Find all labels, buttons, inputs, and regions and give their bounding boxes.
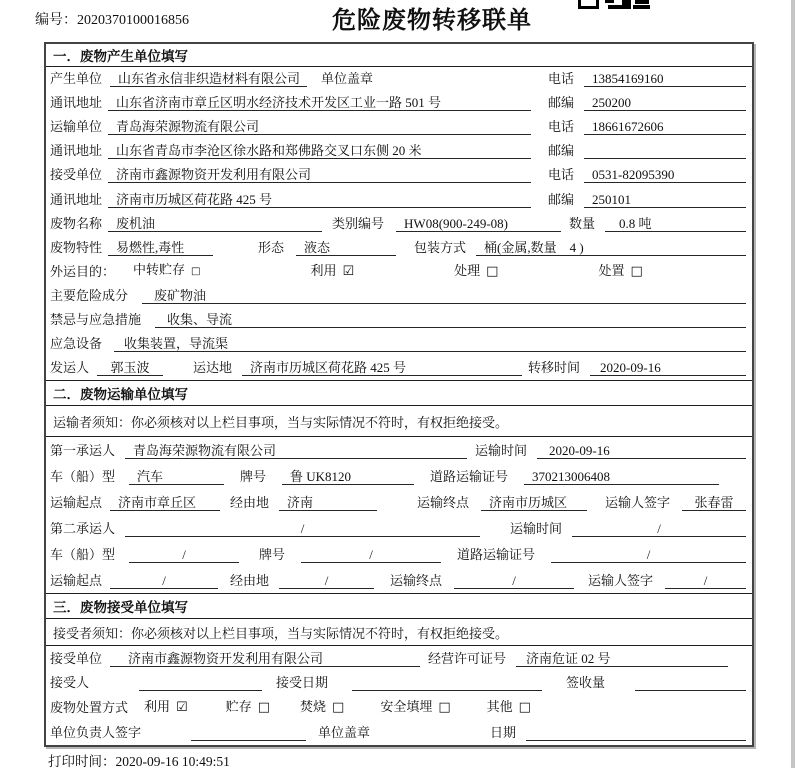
waste-props-label: 废物特性	[50, 239, 103, 255]
checkbox-icon: □	[630, 263, 643, 279]
waste-props-value: 易燃性,毒性	[108, 240, 213, 256]
unit-seal-label: 单位盖章	[321, 71, 374, 87]
row-carrier1-route	[46, 489, 752, 515]
destination-label: 运达地	[193, 360, 233, 376]
receiver-label: 接受单位	[50, 167, 103, 183]
plate2-value: /	[301, 547, 441, 563]
page-title: 危险废物转移联单	[332, 7, 532, 34]
checkbox-label: 利用	[310, 262, 337, 278]
checkbox-other	[487, 699, 531, 716]
row-receiver-address	[46, 187, 752, 211]
packing-value: 桶(金属,数量 4 )	[476, 240, 746, 256]
received-qty-label: 签收量	[566, 675, 606, 691]
receiving-person-label: 接受人	[50, 675, 90, 691]
print-time	[48, 750, 230, 768]
producer-zip-label: 邮编	[547, 95, 574, 111]
plate-value: 鲁 UK8120	[282, 469, 414, 485]
doc-number-label: 编号：	[35, 13, 77, 28]
waste-name-value: 废机油	[108, 216, 322, 232]
purpose-label: 外运目的：	[50, 263, 116, 279]
date-value	[526, 725, 746, 741]
transporter-zip-label: 邮编	[547, 143, 574, 159]
row-carrier1	[46, 437, 752, 463]
page-edge-strip	[791, 0, 795, 768]
origin2-label: 运输起点	[50, 573, 103, 589]
receiver-notice: 接受者须知：你必须核对以上栏目事项，当与实际情况不符时，有权拒绝接受。	[46, 619, 752, 646]
print-time-value: 2020-09-16 10:49:51	[115, 754, 230, 768]
row-waste-name	[46, 212, 752, 236]
sender-value: 郭玉波	[97, 360, 163, 376]
checkbox-label: 利用	[144, 699, 171, 714]
transporter-phone-value: 18661672606	[584, 119, 746, 135]
origin-label: 运输起点	[50, 495, 103, 511]
producer-phone-label: 电话	[547, 71, 574, 87]
row-carrier2-route	[46, 567, 752, 593]
producer-label: 产生单位	[50, 71, 103, 87]
checkbox-treat	[454, 263, 498, 280]
producer-phone-value: 13854169160	[584, 71, 746, 87]
section1-heading: 一．废物产生单位填写	[46, 44, 752, 67]
waste-form-label: 形态	[258, 239, 285, 255]
waste-code-label: 类别编号	[332, 215, 385, 231]
road-permit2-value: /	[551, 547, 746, 563]
transfer-time-label: 转移时间	[528, 360, 581, 376]
row-receiving-unit	[46, 646, 752, 671]
vehicle-type-label: 车（船）型	[50, 469, 116, 485]
checkbox-landfill	[380, 699, 450, 716]
row-taboo	[46, 308, 752, 332]
receiving-unit-value: 济南市鑫源物资开发利用有限公司	[110, 651, 420, 667]
producer-value: 山东省永信非织造材料有限公司	[110, 71, 307, 87]
receiver-zip-label: 邮编	[547, 191, 574, 207]
vehicle-type2-value: /	[129, 547, 239, 563]
print-time-label: 打印时间：	[48, 754, 116, 768]
checkbox-icon: □	[257, 700, 270, 715]
carrier1-time-label: 运输时间	[475, 443, 528, 459]
emergency-equipment-label: 应急设备	[50, 336, 103, 352]
transporter-sign-label: 运输人签字	[605, 495, 671, 511]
row-transporter	[46, 115, 752, 139]
transporter-phone-label: 电话	[547, 119, 574, 135]
row-head-signature	[46, 720, 752, 745]
producer-zip-value: 250200	[584, 95, 746, 111]
carrier2-time-label: 运输时间	[510, 521, 563, 537]
transporter-address-label: 通讯地址	[50, 143, 103, 159]
plate-label: 牌号	[240, 469, 267, 485]
transporter-value: 青岛海荣源物流有限公司	[108, 119, 531, 135]
checkbox-label: 中转贮存	[133, 261, 186, 277]
sender-label: 发运人	[50, 360, 90, 376]
transporter-notice: 运输者须知：你必须核对以上栏目事项，当与实际情况不符时，有权拒绝接受。	[46, 406, 752, 437]
row-receiving-person	[46, 671, 752, 696]
transfer-time-value: 2020-09-16	[590, 360, 746, 376]
checkbox-icon: □	[486, 263, 499, 279]
row-carrier2-vehicle	[46, 541, 752, 567]
emergency-equipment-value: 收集装置，导流渠	[114, 336, 746, 352]
road-permit-value: 370213006408	[524, 469, 719, 485]
qr-block	[622, 0, 631, 9]
receiver-zip-value: 250101	[584, 192, 746, 208]
qr-block	[635, 0, 649, 4]
section2-heading: 二．废物运输单位填写	[46, 380, 752, 406]
row-emergency-equipment	[46, 332, 752, 356]
via-value: 济南	[279, 495, 377, 511]
doc-number	[35, 9, 189, 29]
waste-code-value: HW08(900-249-08)	[396, 216, 561, 232]
license-value: 济南危证 02 号	[516, 651, 728, 667]
received-qty-value	[635, 675, 746, 691]
transporter-label: 运输单位	[50, 119, 103, 135]
checkbox-icon: □	[438, 700, 451, 715]
endpoint2-value: /	[454, 573, 574, 589]
receiver-address-value: 济南市历城区荷花路 425 号	[108, 192, 531, 208]
transporter-sign-value: 张春雷	[682, 495, 746, 511]
producer-address-label: 通讯地址	[50, 95, 103, 111]
row-receiver	[46, 163, 752, 187]
head-signature-value	[191, 725, 306, 741]
origin2-value: /	[110, 573, 218, 589]
checkbox-label: 其他	[486, 699, 513, 714]
waste-name-label: 废物名称	[50, 215, 103, 231]
receiving-person-value	[139, 675, 262, 691]
checkbox-utilize	[310, 263, 354, 280]
receiver-address-label: 通讯地址	[50, 191, 103, 207]
carrier2-time-value: /	[572, 521, 746, 537]
row-producer	[46, 67, 752, 91]
waste-qty-value: 0.8 吨	[605, 216, 746, 232]
checkbox-icon: □	[518, 700, 531, 715]
taboo-label: 禁忌与应急措施	[50, 312, 142, 328]
row-hazard	[46, 284, 752, 308]
receiving-unit-label: 接受单位	[50, 650, 103, 666]
checkbox-label: 处理	[454, 262, 481, 278]
transporter-zip-value	[584, 143, 746, 159]
receive-date-label: 接受日期	[276, 675, 329, 691]
checkbox-label: 焚烧	[300, 699, 327, 714]
destination-value: 济南市历城区荷花路 425 号	[242, 360, 522, 376]
via2-value: /	[279, 573, 374, 589]
checkbox-checked-icon: ☑	[342, 263, 355, 279]
receiver-value: 济南市鑫源物资开发利用有限公司	[108, 167, 531, 183]
packing-label: 包装方式	[414, 239, 467, 255]
qr-code-fragment-icon	[578, 0, 652, 9]
road-permit2-label: 道路运输证号	[457, 547, 536, 563]
carrier2-value: /	[125, 521, 480, 537]
unit-seal2-label: 单位盖章	[318, 724, 371, 740]
checkbox-incinerate	[300, 699, 344, 716]
checkbox-icon: □	[191, 265, 201, 277]
qr-block	[633, 5, 650, 9]
date-label: 日期	[490, 724, 517, 740]
row-carrier1-vehicle	[46, 463, 752, 489]
carrier2-label: 第二承运人	[50, 521, 116, 537]
origin-value: 济南市章丘区	[110, 495, 220, 511]
transporter-address-value: 山东省青岛市李沧区徐水路和郑佛路交叉口东侧 20 米	[108, 143, 531, 159]
waste-qty-label: 数量	[569, 215, 596, 231]
row-transporter-address	[46, 139, 752, 163]
vehicle-type-value: 汽车	[129, 469, 224, 485]
via-label: 经由地	[230, 495, 270, 511]
section3-heading: 三．废物接受单位填写	[46, 593, 752, 619]
endpoint-value: 济南市历城区	[481, 495, 587, 511]
carrier1-label: 第一承运人	[50, 443, 116, 459]
head-signature-label: 单位负责人签字	[50, 724, 142, 740]
row-disposal-method	[46, 695, 752, 720]
taboo-value: 收集、导流	[155, 312, 746, 328]
checkbox-label: 贮存	[225, 699, 252, 714]
plate2-label: 牌号	[259, 547, 286, 563]
doc-number-value: 2020370100016856	[77, 13, 189, 28]
row-producer-address	[46, 91, 752, 115]
qr-block	[578, 0, 599, 9]
disposal-method-label: 废物处置方式	[50, 700, 129, 715]
checkbox-icon: □	[332, 700, 345, 715]
receiver-phone-label: 电话	[547, 167, 574, 183]
license-label: 经营许可证号	[428, 650, 507, 666]
receive-date-value	[352, 675, 542, 691]
checkbox-label: 处置	[598, 262, 625, 278]
checkbox-transfer-storage	[133, 262, 200, 280]
checkbox-label: 安全填埋	[380, 699, 433, 714]
hazard-value: 废矿物油	[142, 288, 746, 304]
checkbox-utilize	[144, 699, 188, 716]
row-purpose	[46, 260, 752, 284]
row-carrier2	[46, 515, 752, 541]
vehicle-type2-label: 车（船）型	[50, 547, 116, 563]
endpoint2-label: 运输终点	[390, 573, 443, 589]
manifest-form-table	[44, 42, 754, 747]
waste-form-value: 液态	[296, 240, 396, 256]
producer-address-value: 山东省济南市章丘区明水经济技术开发区工业一路 501 号	[108, 95, 531, 111]
road-permit-label: 道路运输证号	[430, 469, 509, 485]
carrier1-value: 青岛海荣源物流有限公司	[125, 443, 467, 459]
row-dispatch	[46, 356, 752, 380]
checkbox-store	[226, 699, 270, 716]
transporter-sign2-label: 运输人签字	[588, 573, 654, 589]
checkbox-dispose	[598, 263, 642, 280]
hazard-label: 主要危险成分	[50, 287, 129, 303]
qr-block	[605, 0, 614, 3]
carrier1-time-value: 2020-09-16	[537, 443, 746, 459]
checkbox-checked-icon: ☑	[176, 700, 188, 715]
via2-label: 经由地	[230, 573, 270, 589]
transporter-sign2-value: /	[665, 573, 746, 589]
receiver-phone-value: 0531-82095390	[584, 167, 746, 183]
row-waste-props	[46, 236, 752, 260]
endpoint-label: 运输终点	[417, 495, 470, 511]
